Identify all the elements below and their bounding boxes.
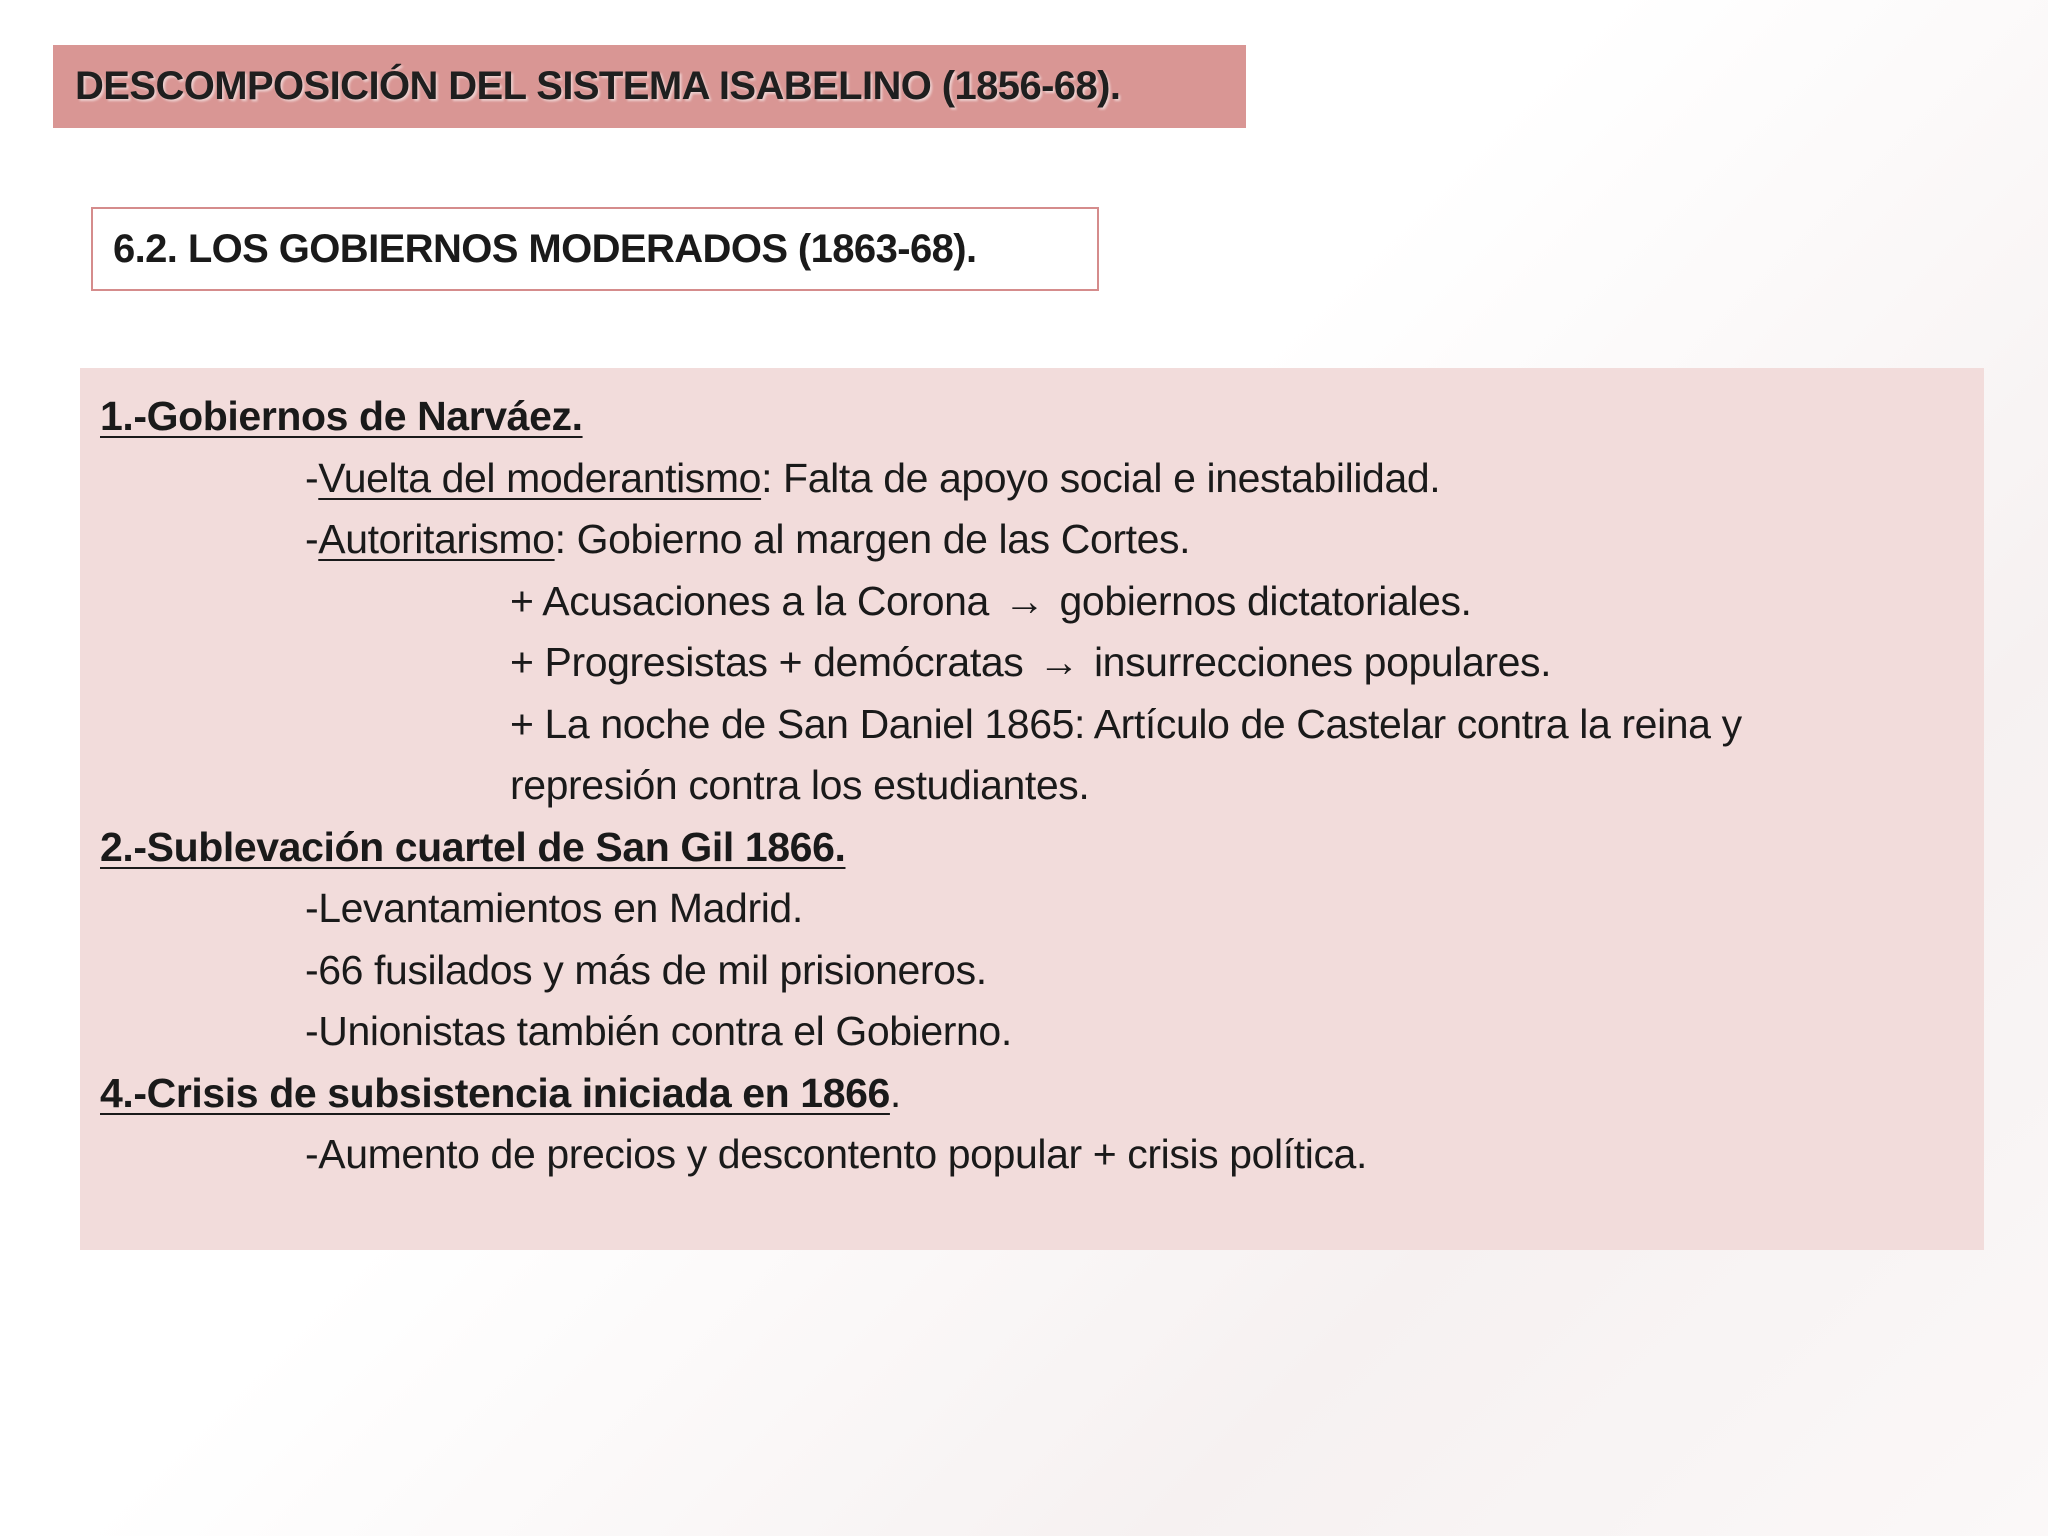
item-text: : Gobierno al margen de las Cortes. [554,516,1191,562]
item-dash: - [305,454,319,501]
section-4-heading-suffix: . [889,1069,901,1116]
arrow-right-icon: → [1003,577,1045,624]
section-2-item [100,940,1964,1002]
item-text: -Aumento de precios y descontento popular + crisis política. [305,1131,1367,1177]
section-4-heading-line [100,1063,1964,1125]
subitem-text: + Progresistas + demócratas [510,639,1024,685]
item-text: -Levantamientos en Madrid. [305,885,803,931]
item-term: Autoritarismo [318,516,555,562]
subitem-result: gobiernos dictatoriales. [1059,577,1472,624]
section-1-heading-line [100,386,1964,448]
section-4-item [100,1124,1964,1186]
subtitle-box [91,207,1099,291]
section-2-item [100,878,1964,940]
slide-subtitle: 6.2. LOS GOBIERNOS MODERADOS (1863-68). [113,226,977,271]
subitem-result: insurrecciones populares. [1093,639,1552,685]
section-1-item-2 [100,509,1964,571]
subitem-text: + Acusaciones a la Corona [510,577,989,624]
section-2-heading: 2.-Sublevación cuartel de San Gil 1866. [100,823,846,870]
section-1-subitem-1 [100,571,1964,633]
section-1-subitem-3-line-2 [100,755,1964,817]
section-1-subitem-2 [100,632,1964,694]
subitem-text: represión contra los estudiantes. [510,762,1090,808]
section-2-heading-line [100,817,1964,879]
section-4-heading: 4.-Crisis de subsistencia iniciada en 1866 [100,1069,890,1116]
section-1-heading: 1.-Gobiernos de Narváez. [100,393,583,439]
section-1-subitem-3-line-1 [100,694,1964,756]
title-bar [53,45,1246,128]
slide-title: DESCOMPOSICIÓN DEL SISTEMA ISABELINO (1856-68). [75,64,1121,108]
item-text: -Unionistas también contra el Gobierno. [305,1008,1012,1054]
item-text: : Falta de apoyo social e inestabilidad. [761,454,1441,501]
item-text: -66 fusilados y más de mil prisioneros. [305,946,987,993]
item-dash: - [305,516,319,562]
item-term: Vuelta del moderantismo [318,454,762,501]
arrow-right-icon: → [1038,639,1079,685]
section-2-item [100,1001,1964,1063]
section-1-item-1 [100,448,1964,510]
content-box [80,368,1984,1250]
subitem-text: + La noche de San Daniel 1865: Artículo de Castelar contra la reina y [510,700,1742,747]
